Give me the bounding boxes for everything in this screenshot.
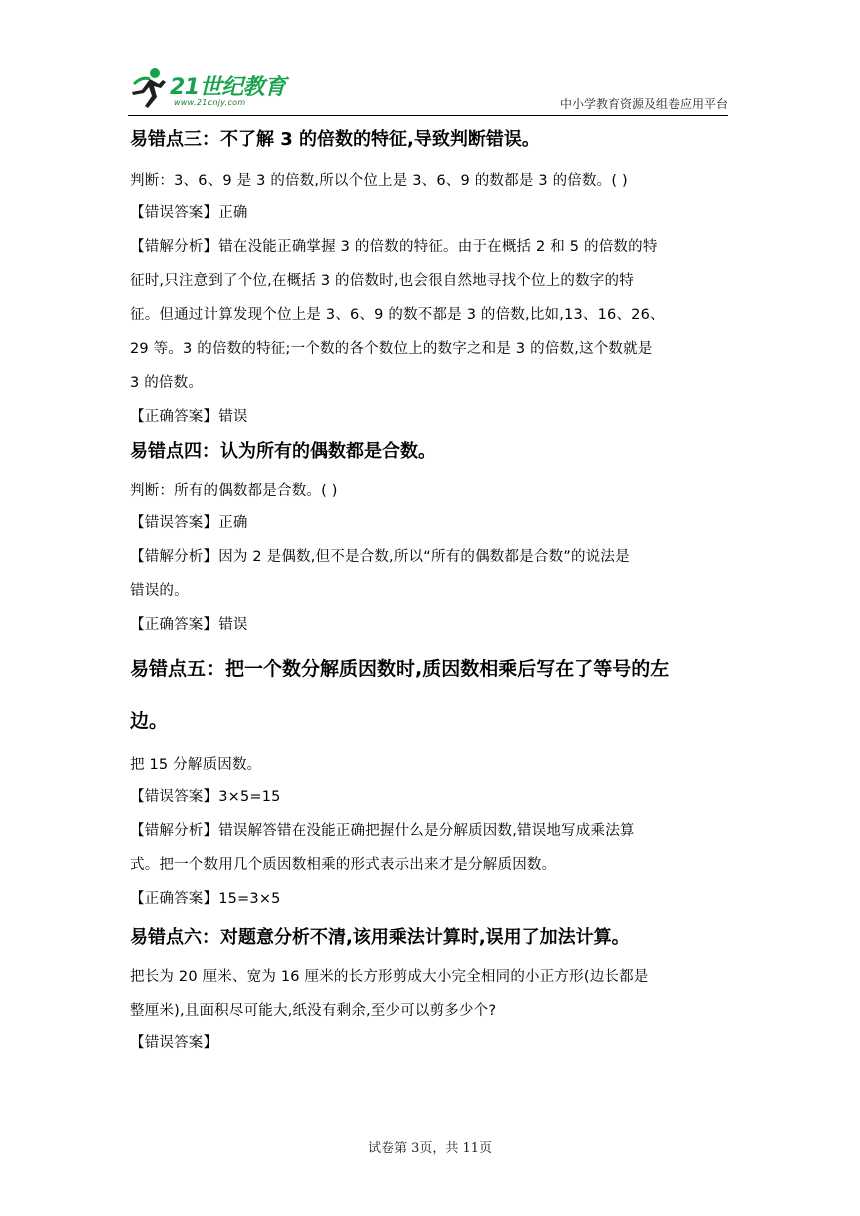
page-header bbox=[128, 64, 728, 118]
wrong-answer: 【错误答案】 bbox=[130, 1035, 219, 1051]
document-body bbox=[130, 126, 730, 1058]
analysis-line: 【错解分析】错在没能正确掌握 3 的倍数的特征。由于在概括 2 和 5 的倍数的特 bbox=[130, 239, 658, 255]
logo bbox=[128, 66, 288, 112]
correct-answer: 【正确答案】错误 bbox=[130, 409, 248, 425]
analysis-line: 3 的倍数。 bbox=[130, 375, 204, 391]
section-title: 易错点三：不了解 3 的倍数的特征,导致判断错误。 bbox=[130, 129, 540, 150]
page-footer: 试卷第 3页，共 11页 bbox=[367, 1141, 493, 1156]
question-text: 判断：所有的偶数都是合数。( ) bbox=[130, 483, 338, 499]
question-text: 判断：3、6、9 是 3 的倍数,所以个位上是 3、6、9 的数都是 3 的倍数。( ) bbox=[130, 173, 628, 189]
logo-text: 21世纪教育 bbox=[170, 75, 286, 100]
wrong-answer: 【错误答案】正确 bbox=[130, 205, 248, 221]
correct-answer: 【正确答案】15=3×5 bbox=[130, 891, 281, 907]
analysis-line: 征时,只注意到了个位,在概括 3 的倍数时,也会很自然地寻找个位上的数字的特 bbox=[130, 273, 634, 289]
analysis-line: 式。把一个数用几个质因数相乘的形式表示出来才是分解质因数。 bbox=[130, 857, 557, 873]
wrong-answer: 【错误答案】正确 bbox=[130, 515, 248, 531]
logo-url: www.21cnjy.com bbox=[174, 98, 246, 107]
analysis-line: 【错解分析】错误解答错在没能正确把握什么是分解质因数,错误地写成乘法算 bbox=[130, 823, 635, 839]
header-divider bbox=[128, 115, 728, 116]
analysis-line: 征。但通过计算发现个位上是 3、6、9 的数不都是 3 的倍数,比如,13、16、26、 bbox=[130, 307, 665, 323]
correct-answer: 【正确答案】错误 bbox=[130, 617, 248, 633]
question-line: 把长为 20 厘米、宽为 16 厘米的长方形剪成大小完全相同的小正方形(边长都是 bbox=[130, 969, 649, 985]
question-line: 整厘米),且面积尽可能大,纸没有剩余,至少可以剪多少个? bbox=[130, 1003, 497, 1019]
analysis-line: 【错解分析】因为 2 是偶数,但不是合数,所以“所有的偶数都是合数”的说法是 bbox=[130, 549, 630, 565]
section-title: 易错点六：对题意分析不清,该用乘法计算时,误用了加法计算。 bbox=[130, 927, 630, 948]
runner-icon bbox=[128, 66, 172, 110]
platform-name: 中小学教育资源及组卷应用平台 bbox=[559, 97, 728, 111]
analysis-line: 错误的。 bbox=[130, 583, 189, 599]
wrong-answer: 【错误答案】3×5=15 bbox=[130, 789, 281, 805]
section-title-line: 边。 bbox=[130, 710, 169, 732]
question-text: 把 15 分解质因数。 bbox=[130, 757, 262, 773]
section-title: 易错点四：认为所有的偶数都是合数。 bbox=[130, 441, 436, 462]
analysis-line: 29 等。3 的倍数的特征;一个数的各个数位上的数字之和是 3 的倍数,这个数就是 bbox=[130, 341, 653, 357]
section-title-line: 易错点五：把一个数分解质因数时,质因数相乘后写在了等号的左 bbox=[130, 658, 670, 680]
